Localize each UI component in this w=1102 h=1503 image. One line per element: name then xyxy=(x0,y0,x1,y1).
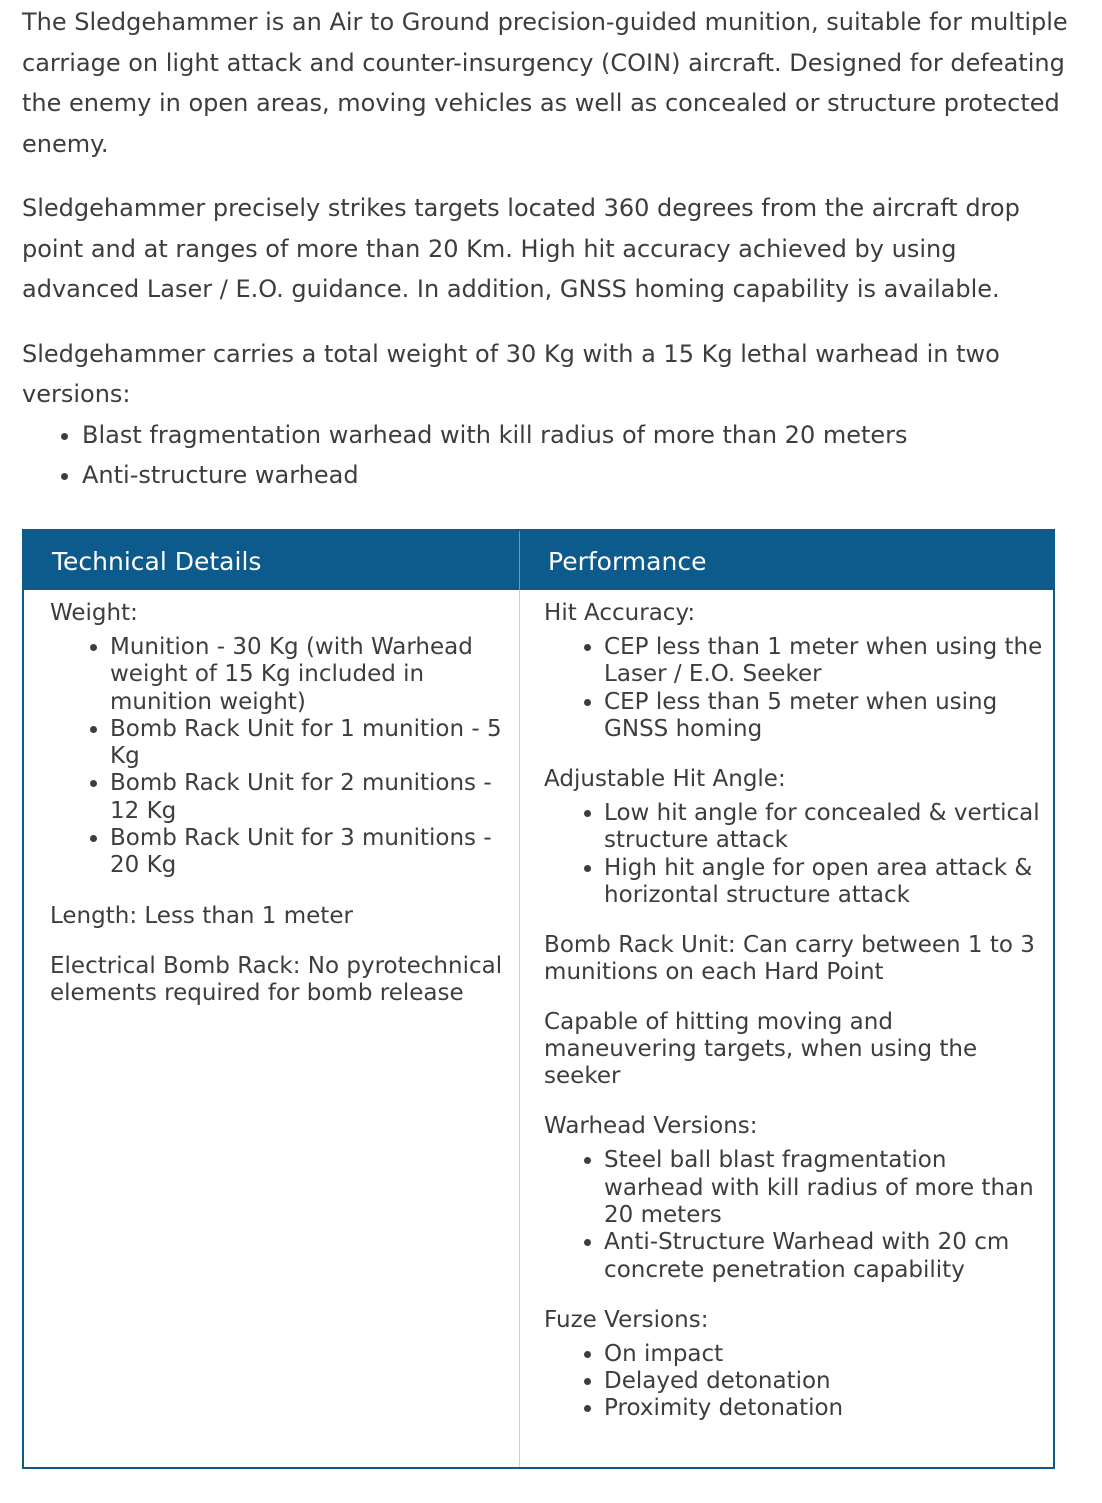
list-item: • Delayed detonation xyxy=(604,1368,1043,1395)
list-item: • Steel ball blast fragmentation warhead with kill radius of more than 20 meters xyxy=(604,1147,1043,1229)
fuze-versions-section xyxy=(544,1307,1043,1423)
hit-angle-list xyxy=(544,800,1043,909)
electrical-bomb-rack-section: Electrical Bomb Rack: No pyrotechnical elements required for bomb release xyxy=(50,952,503,1006)
hit-accuracy-label: Hit Accuracy: xyxy=(544,600,696,626)
warhead-versions-label: Warhead Versions: xyxy=(544,1113,758,1140)
list-item: • High hit angle for open area attack & horizontal structure attack xyxy=(604,855,1043,910)
weight-list xyxy=(50,634,509,880)
warhead-versions-list xyxy=(544,1147,1043,1283)
hit-accuracy-list xyxy=(544,634,1043,743)
spec-table xyxy=(22,529,1055,1469)
list-item: • Low hit angle for concealed & vertical structure attack xyxy=(604,800,1043,855)
list-item: • CEP less than 5 meter when using GNSS homing xyxy=(604,689,1043,744)
spec-table-header xyxy=(24,531,1053,590)
weight-label: Weight: xyxy=(50,600,138,626)
list-item: • Munition - 30 Kg (with Warhead weight of 15 Kg included in munition weight) xyxy=(110,634,509,716)
list-item: • Bomb Rack Unit for 2 munitions - 12 Kg xyxy=(110,770,509,825)
warhead-versions-section xyxy=(544,1113,1043,1283)
intro-paragraph-3: Sledgehammer carries a total weight of 30 Kg with a 15 Kg lethal warhead in two versions: xyxy=(22,339,1000,408)
intro-paragraph-2: Sledgehammer precisely strikes targets located 360 degrees from the aircraft drop point and at ranges of more than 20 Km. High hit accuracy achieved by using advanced Laser / E.O. guidance. In addition, GNSS homing capability is available. xyxy=(22,194,1020,303)
hit-accuracy-section xyxy=(544,600,1043,743)
moving-targets-section: Capable of hitting moving and maneuvering targets, when using the seeker xyxy=(544,1009,978,1090)
hit-angle-label: Adjustable Hit Angle: xyxy=(544,766,786,793)
technical-details-column xyxy=(24,590,520,1467)
list-item: • Blast fragmentation warhead with kill radius of more than 20 meters xyxy=(82,415,1072,455)
performance-header: Performance xyxy=(548,547,707,576)
length-section: Length: Less than 1 meter xyxy=(50,902,353,929)
list-item: • Bomb Rack Unit for 3 munitions - 20 Kg xyxy=(110,825,509,880)
bomb-rack-section: Bomb Rack Unit: Can carry between 1 to 3 munitions on each Hard Point xyxy=(544,932,1035,986)
list-item: • Bomb Rack Unit for 1 munition - 5 Kg xyxy=(110,716,509,771)
hit-angle-section xyxy=(544,766,1043,909)
intro-paragraph-1: The Sledgehammer is an Air to Ground precision-guided munition, suitable for multiple carriage on light attack and counter-insurgency (COIN) aircraft. Designed for defeating the enemy in open areas, moving vehicles as well as concealed or structure protected enemy. xyxy=(22,8,1068,158)
intro-text xyxy=(22,2,1072,495)
technical-details-header: Technical Details xyxy=(24,531,520,590)
fuze-versions-label: Fuze Versions: xyxy=(544,1306,709,1333)
list-item: • CEP less than 1 meter when using the Laser / E.O. Seeker xyxy=(604,634,1043,689)
warhead-version-list xyxy=(22,415,1072,495)
list-item: • Anti-Structure Warhead with 20 cm concrete penetration capability xyxy=(604,1229,1043,1284)
spec-table-body xyxy=(24,590,1053,1467)
list-item: • Anti-structure warhead xyxy=(82,455,1072,495)
list-item: • Proximity detonation xyxy=(604,1395,1043,1422)
list-item: • On impact xyxy=(604,1341,1043,1368)
weight-section xyxy=(50,600,509,880)
fuze-versions-list xyxy=(544,1341,1043,1423)
performance-column xyxy=(520,590,1053,1467)
